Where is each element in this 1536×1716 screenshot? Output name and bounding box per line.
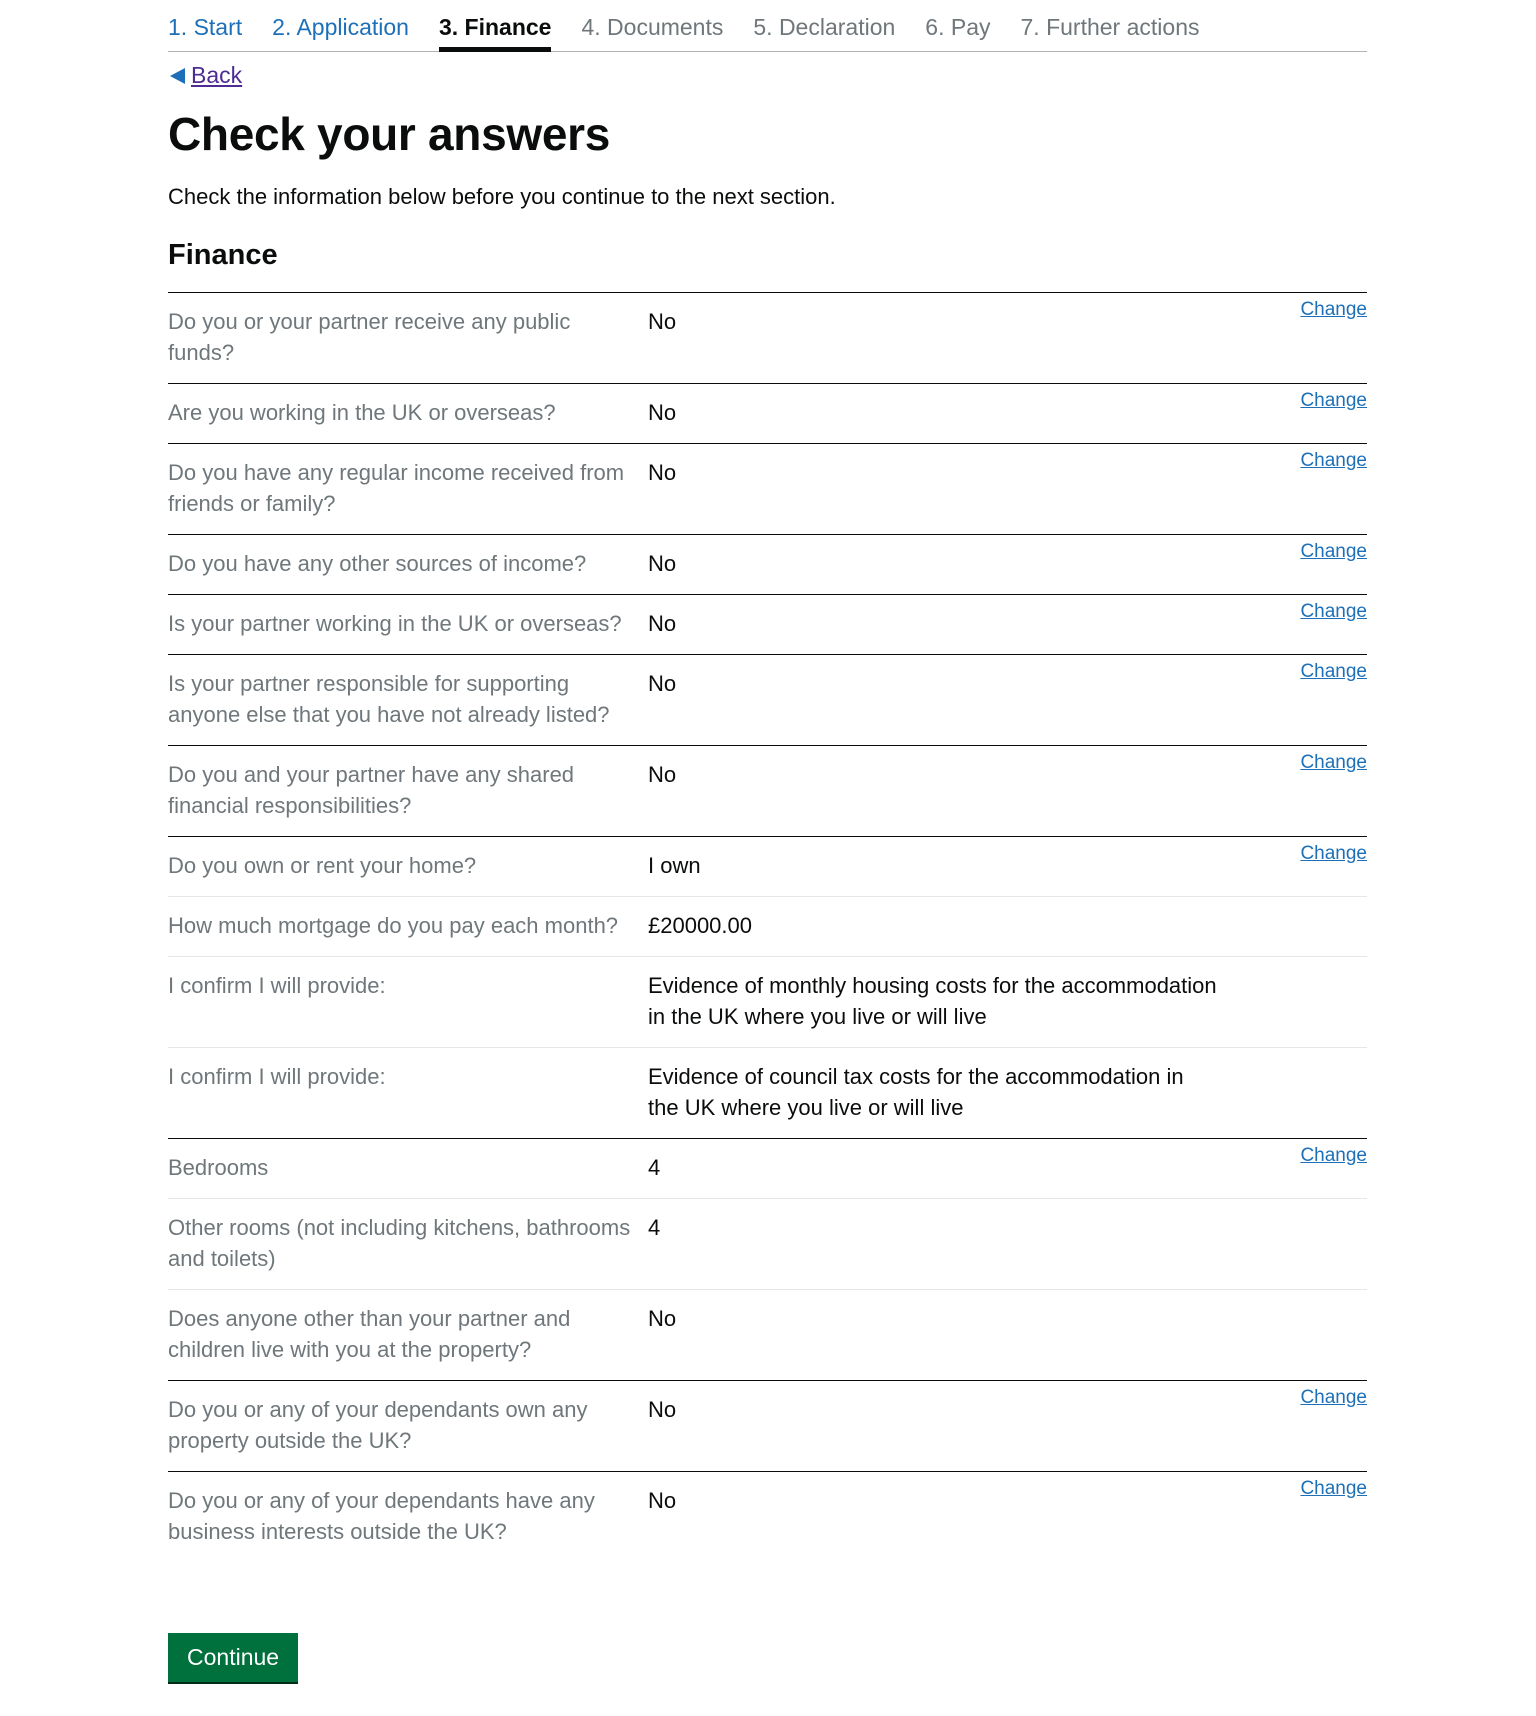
- summary-key: I confirm I will provide:: [168, 973, 386, 998]
- summary-key: Does anyone other than your partner and children live with you at the property?: [168, 1306, 571, 1362]
- step-finance: 3. Finance: [439, 0, 551, 52]
- summary-key: Other rooms (not including kitchens, bathrooms and toilets): [168, 1215, 631, 1271]
- summary-row-mortgage: [168, 897, 1367, 957]
- change-link[interactable]: Change: [1300, 601, 1367, 622]
- continue-button[interactable]: Continue: [168, 1633, 298, 1682]
- summary-key: Do you have any regular income received from friends or family?: [168, 460, 625, 516]
- step-further-actions: 7. Further actions: [1020, 14, 1200, 40]
- summary-key: I confirm I will provide:: [168, 1064, 386, 1089]
- summary-row-other-rooms: [168, 1199, 1367, 1290]
- summary-key: Is your partner working in the UK or overseas?: [168, 611, 622, 636]
- summary-list: [168, 292, 1367, 1563]
- summary-row-shared-responsibilities: [168, 746, 1367, 837]
- summary-value: 4: [648, 1215, 661, 1240]
- change-link[interactable]: Change: [1300, 1478, 1367, 1499]
- summary-row-bedrooms: [168, 1139, 1367, 1199]
- summary-value: I own: [648, 853, 701, 878]
- back-arrow-icon: [170, 68, 185, 84]
- summary-value: No: [648, 1488, 677, 1513]
- summary-value: No: [648, 671, 677, 696]
- summary-row-council-tax-evidence: [168, 1048, 1367, 1139]
- step-documents: 4. Documents: [581, 14, 724, 40]
- page-title: Check your answers: [168, 108, 611, 160]
- step-navigation: [168, 0, 1367, 52]
- summary-value: £20000.00: [648, 913, 752, 938]
- summary-row-other-occupants: [168, 1290, 1367, 1381]
- summary-row-property-outside-uk: [168, 1381, 1367, 1472]
- summary-row-regular-income: [168, 444, 1367, 535]
- summary-value: No: [648, 551, 677, 576]
- summary-row-partner-supporting: [168, 655, 1367, 746]
- summary-value: No: [648, 762, 677, 787]
- step-start[interactable]: 1. Start: [168, 14, 243, 40]
- summary-value: Evidence of monthly housing costs for the accommodation in the UK where you live or will live: [648, 973, 1217, 1029]
- summary-key: Do you or your partner receive any public funds?: [168, 309, 571, 365]
- change-link[interactable]: Change: [1300, 541, 1367, 562]
- summary-key: Is your partner responsible for supporting anyone else that you have not already listed?: [168, 671, 610, 727]
- summary-value: No: [648, 1397, 677, 1422]
- change-link[interactable]: Change: [1300, 1145, 1367, 1166]
- summary-key: Do you own or rent your home?: [168, 853, 477, 878]
- step-application[interactable]: 2. Application: [272, 14, 409, 40]
- summary-value: No: [648, 309, 677, 334]
- page-container: [168, 0, 1367, 1544]
- step-declaration: 5. Declaration: [753, 14, 896, 40]
- summary-key: How much mortgage do you pay each month?: [168, 913, 619, 938]
- step-pay: 6. Pay: [925, 14, 991, 40]
- change-link[interactable]: Change: [1300, 1387, 1367, 1408]
- summary-value: No: [648, 1306, 677, 1331]
- summary-value: Evidence of council tax costs for the accommodation in the UK where you live or will live: [648, 1064, 1184, 1120]
- summary-key: Are you working in the UK or overseas?: [168, 400, 556, 425]
- change-link[interactable]: Change: [1300, 390, 1367, 411]
- summary-value: 4: [648, 1155, 661, 1180]
- change-link[interactable]: Change: [1300, 661, 1367, 682]
- change-link[interactable]: Change: [1300, 843, 1367, 864]
- back-link-wrapper: [170, 62, 242, 89]
- change-link[interactable]: Change: [1300, 450, 1367, 471]
- summary-value: No: [648, 611, 677, 636]
- summary-row-housing-evidence: [168, 957, 1367, 1048]
- intro-text: Check the information below before you continue to the next section.: [168, 184, 836, 209]
- back-link[interactable]: Back: [191, 62, 243, 88]
- summary-row-partner-working: [168, 595, 1367, 655]
- summary-value: No: [648, 400, 677, 425]
- summary-row-working: [168, 384, 1367, 444]
- section-title: Finance: [168, 239, 278, 271]
- summary-key: Bedrooms: [168, 1155, 269, 1180]
- summary-row-own-or-rent: [168, 837, 1367, 897]
- summary-row-business-outside-uk: [168, 1472, 1367, 1563]
- change-link[interactable]: Change: [1300, 752, 1367, 773]
- summary-key: Do you or any of your dependants own any property outside the UK?: [168, 1397, 588, 1453]
- summary-row-other-income: [168, 535, 1367, 595]
- summary-value: No: [648, 460, 677, 485]
- summary-key: Do you and your partner have any shared financial responsibilities?: [168, 762, 575, 818]
- summary-key: Do you have any other sources of income?: [168, 551, 587, 576]
- change-link[interactable]: Change: [1300, 299, 1367, 320]
- summary-row-public-funds: [168, 293, 1367, 384]
- summary-key: Do you or any of your dependants have any business interests outside the UK?: [168, 1488, 595, 1544]
